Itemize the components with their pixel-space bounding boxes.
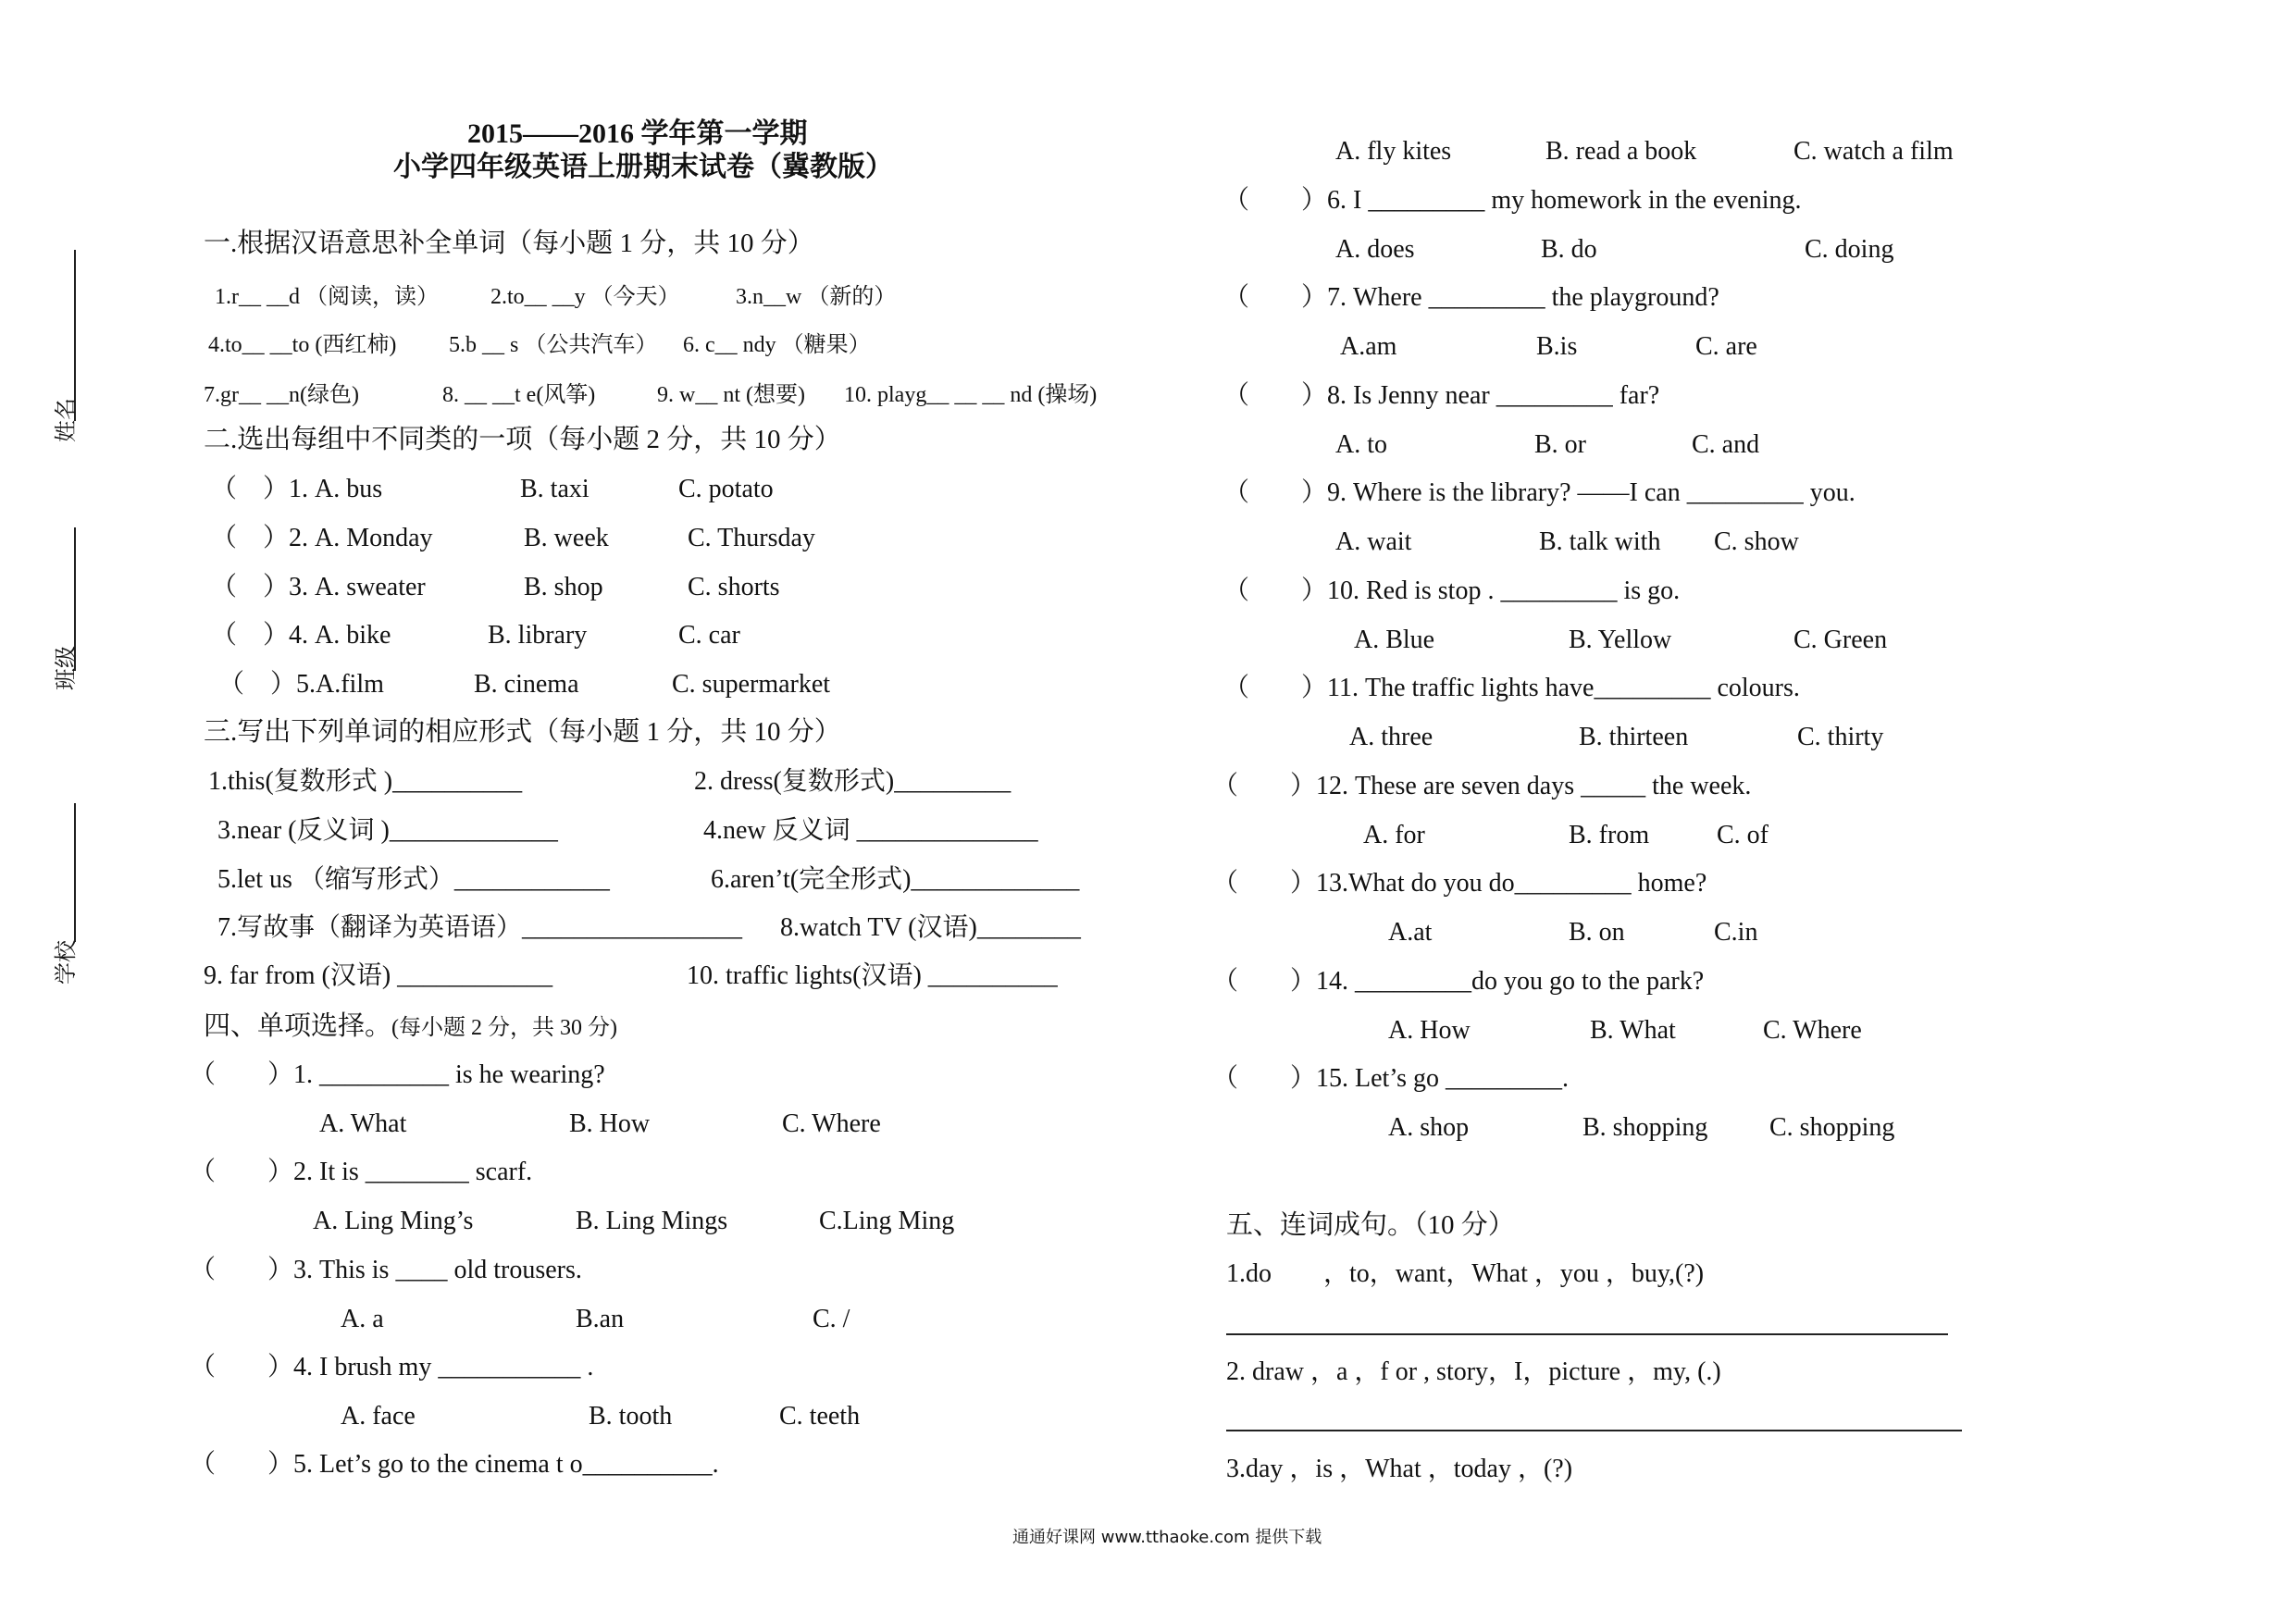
odd-one-3-b: B. shop <box>524 573 603 601</box>
mc-5-a: A. fly kites <box>1335 137 1452 166</box>
fill-word-3: 3.n__w （新的） <box>736 285 897 309</box>
odd-one-3-q: （ ）3. A. sweater <box>211 573 426 601</box>
mc-12-c: C. of <box>1717 821 1769 849</box>
mc-5-question: （ ）5. Let’s go to the cinema t o__________. <box>190 1450 719 1479</box>
mc-15-c: C. shopping <box>1769 1113 1895 1142</box>
mc-9-a: A. wait <box>1335 527 1412 556</box>
mc-14-c: C. Where <box>1763 1016 1862 1045</box>
mc-6-question: （ ）6. I _________ my homework in the evening. <box>1223 186 1802 215</box>
answer-line-2 <box>1226 1430 1962 1431</box>
word-form-10: 10. traffic lights(汉语) __________ <box>687 961 1058 990</box>
mc-10-a: A. Blue <box>1354 626 1435 654</box>
word-form-9: 9. far from (汉语) ____________ <box>204 961 553 990</box>
mc-13-b: B. on <box>1569 918 1625 947</box>
mc-7-a: A.am <box>1340 332 1397 361</box>
mc-15-b: B. shopping <box>1582 1113 1708 1142</box>
mc-12-question: （ ）12. These are seven days _____ the week. <box>1212 772 1752 800</box>
mc-13-question: （ ）13.What do you do_________ home? <box>1212 869 1707 898</box>
mc-4-c: C. teeth <box>779 1402 861 1431</box>
mc-2-b: B. Ling Mings <box>576 1207 728 1235</box>
mc-10-b: B. Yellow <box>1569 626 1672 654</box>
fill-word-5: 5.b __ s （公共汽车） <box>449 333 658 357</box>
mc-10-question: （ ）10. Red is stop . _________ is go. <box>1223 576 1681 605</box>
mc-3-a: A. a <box>341 1305 384 1333</box>
mc-12-b: B. from <box>1569 821 1650 849</box>
mc-7-c: C. are <box>1695 332 1757 361</box>
word-form-6: 6.aren’t(完全形式)_____________ <box>711 865 1080 894</box>
mc-4-question: （ ）4. I brush my ___________ . <box>190 1353 594 1381</box>
section3-title: 三.写出下列单词的相应形式（每小题 1 分，共 10 分） <box>204 717 841 747</box>
word-form-8: 8.watch TV (汉语)________ <box>780 913 1081 942</box>
mc-11-b: B. thirteen <box>1579 723 1689 751</box>
sentence-3: 3.day ，is ，What ，today ，(?) <box>1226 1455 1573 1483</box>
mc-14-b: B. What <box>1590 1016 1676 1045</box>
mc-4-b: B. tooth <box>589 1402 673 1431</box>
fill-word-7: 7.gr__ __n(绿色) <box>204 383 359 407</box>
school-line <box>74 803 76 942</box>
exam-year-title: 2015——2016 学年第一学期 <box>467 118 808 149</box>
mc-1-a: A. What <box>319 1109 407 1138</box>
mc-14-a: A. How <box>1388 1016 1471 1045</box>
mc-15-question: （ ）15. Let’s go _________. <box>1212 1064 1569 1093</box>
word-form-1: 1.this(复数形式 )__________ <box>208 767 523 796</box>
odd-one-4-q: （ ）4. A. bike <box>211 621 391 650</box>
mc-3-b: B.an <box>576 1305 625 1333</box>
odd-one-3-c: C. shorts <box>688 573 780 601</box>
school-label: 学校 <box>55 940 79 985</box>
mc-15-a: A. shop <box>1388 1113 1470 1142</box>
mc-3-question: （ ）3. This is ____ old trousers. <box>190 1256 582 1284</box>
fill-word-4: 4.to__ __to (西红柿) <box>208 333 397 357</box>
class-label: 班级 <box>55 646 79 690</box>
fill-word-6: 6. c__ ndy （糖果） <box>683 333 871 357</box>
mc-1-b: B. How <box>569 1109 651 1138</box>
fill-word-2: 2.to__ __y （今天） <box>490 285 680 309</box>
mc-11-question: （ ）11. The traffic lights have_________ colours. <box>1223 674 1800 702</box>
fill-word-8: 8. __ __t e(风筝) <box>442 383 596 407</box>
section4-title-note: (每小题 2 分，共 30 分) <box>391 1016 617 1040</box>
word-form-2: 2. dress(复数形式)_________ <box>694 767 1011 796</box>
footer-source: 通通好课网 www.tthaoke.com 提供下载 <box>1012 1528 1322 1547</box>
fill-word-10: 10. playg__ __ __ nd (操场) <box>844 383 1098 407</box>
mc-12-a: A. for <box>1363 821 1425 849</box>
mc-9-question: （ ）9. Where is the library? ——I can _________ you. <box>1223 478 1855 507</box>
mc-13-c: C.in <box>1714 918 1758 947</box>
section4-title-text: 四、单项选择。 <box>204 1011 392 1041</box>
word-form-5: 5.let us （缩写形式）____________ <box>217 865 610 894</box>
odd-one-2-q: （ ）2. A. Monday <box>211 524 433 552</box>
odd-one-4-b: B. library <box>488 621 588 650</box>
exam-title: 小学四年级英语上册期末试卷（冀教版） <box>393 152 893 182</box>
mc-6-b: B. do <box>1541 235 1597 264</box>
mc-8-a: A. to <box>1335 430 1387 459</box>
odd-one-1-b: B. taxi <box>520 475 590 503</box>
odd-one-5-q: （ ）5.A.film <box>218 670 384 699</box>
odd-one-1-q: （ ）1. A. bus <box>211 475 383 503</box>
section4-title <box>204 1010 617 1044</box>
sentence-2: 2. draw ，a ，f or , story，I，picture ，my, (.) <box>1226 1357 1721 1386</box>
mc-8-c: C. and <box>1692 430 1760 459</box>
odd-one-1-c: C. potato <box>678 475 774 503</box>
mc-8-question: （ ）8. Is Jenny near _________ far? <box>1223 381 1660 410</box>
mc-9-b: B. talk with <box>1539 527 1661 556</box>
mc-6-a: A. does <box>1335 235 1415 264</box>
section5-title: 五、连词成句。（10 分） <box>1226 1210 1515 1240</box>
mc-14-question: （ ）14. _________do you go to the park? <box>1212 967 1705 996</box>
fill-word-9: 9. w__ nt (想要) <box>657 383 805 407</box>
mc-7-question: （ ）7. Where _________ the playground? <box>1223 283 1719 312</box>
word-form-7: 7.写故事（翻译为英语语）_________________ <box>217 913 743 942</box>
answer-line-1 <box>1226 1333 1948 1335</box>
odd-one-5-b: B. cinema <box>474 670 579 699</box>
mc-3-c: C. / <box>813 1305 850 1333</box>
sentence-1: 1.do ，to，want，What ，you ，buy,(?) <box>1226 1259 1705 1288</box>
mc-1-question: （ ）1. __________ is he wearing? <box>190 1060 605 1089</box>
mc-7-b: B.is <box>1536 332 1578 361</box>
mc-5-b: B. read a book <box>1545 137 1697 166</box>
mc-13-a: A.at <box>1388 918 1433 947</box>
word-form-3: 3.near (反义词 )_____________ <box>217 816 558 845</box>
section2-title: 二.选出每组中不同类的一项（每小题 2 分，共 10 分） <box>204 425 841 454</box>
odd-one-4-c: C. car <box>678 621 740 650</box>
odd-one-5-c: C. supermarket <box>672 670 831 699</box>
mc-1-c: C. Where <box>782 1109 881 1138</box>
section1-title: 一.根据汉语意思补全单词（每小题 1 分，共 10 分） <box>204 229 814 258</box>
mc-5-c: C. watch a film <box>1793 137 1954 166</box>
mc-2-c: C.Ling Ming <box>819 1207 955 1235</box>
fill-word-1: 1.r__ __d （阅读，读） <box>215 285 439 309</box>
odd-one-2-b: B. week <box>524 524 609 552</box>
mc-8-b: B. or <box>1534 430 1586 459</box>
word-form-4: 4.new 反义词 ______________ <box>703 816 1038 845</box>
mc-10-c: C. Green <box>1793 626 1888 654</box>
mc-2-question: （ ）2. It is ________ scarf. <box>190 1158 533 1186</box>
mc-2-a: A. Ling Ming’s <box>313 1207 474 1235</box>
mc-11-a: A. three <box>1349 723 1433 751</box>
name-line <box>74 250 76 421</box>
mc-11-c: C. thirty <box>1797 723 1884 751</box>
mc-6-c: C. doing <box>1805 235 1894 264</box>
odd-one-2-c: C. Thursday <box>688 524 815 552</box>
mc-4-a: A. face <box>341 1402 416 1431</box>
name-label: 姓名 <box>55 398 79 442</box>
mc-9-c: C. show <box>1714 527 1799 556</box>
